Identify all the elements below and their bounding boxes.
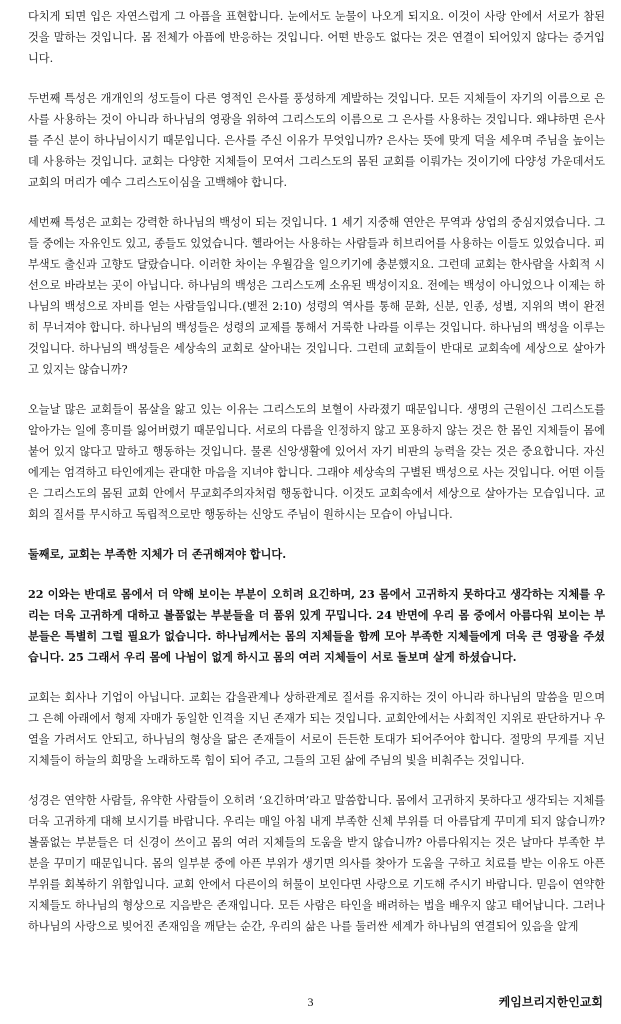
paragraph-1: 다치게 되면 입은 자연스럽게 그 아픔을 표현합니다. 눈에서도 눈물이 나오게 되지요. 이것이 사랑 안에서 서로가 참된 것을 말하는 것입니다. 몸 전체가 아픔에 반응하는 것입니다. 어떤 반응도 없다는 것은 연결이 되어있지 않다는 증거입니다. — [28, 10, 605, 65]
scripture-quote: 22 이와는 반대로 몸에서 더 약해 보이는 부분이 오히려 요긴하며, 23 몸에서 고귀하지 못하다고 생각하는 지체를 우리는 더욱 고귀하게 대하고 볼품없는 부분들을 더 품위 있게 꾸밉니다. 24 반면에 우리 몸 중에서 아름다워 보이는 부분들은 특별히 그럴 필요가 없습니다. 하나님께서는 몸의 지체들을 함께 모아 부족한 지체들에게 더욱 큰 영광을 주셨습니다. 25 그래서 우리 몸에 나뉨이 없게 하시고 몸의 여러 지체들이 서로 돌보며 살게 하셨습니다. — [28, 587, 605, 664]
paragraph-4: 오늘날 많은 교회들이 몸살을 앓고 있는 이유는 그리스도의 보혈이 사라졌기 때문입니다. 생명의 근원이신 그리스도를 알아가는 일에 흥미를 잃어버렸기 때문입니다. 서로의 다름을 인정하지 않고 포용하지 않는 것은 한 몸인 지체들이 몸에 붙어 있지 않다고 말하고 행동하는 것입니다. 물론 신앙생활에 있어서 자기 비판의 능력을 갖는 것은 중요합니다. 자신에게는 엄격하고 타인에게는 관대한 마음을 지녀야 합니다. 그래야 세상속의 구별된 백성으로 사는 것입니다. 어떤 이들은 그리스도의 몸된 교회 안에서 무교회주의자처럼 행동합니다. 이것도 교회속에서 세상으로 살아가는 모습입니다. 교회의 질서를 무시하고 독립적으로만 행동하는 신앙도 주님이 원하시는 모습이 아닙니다. — [28, 403, 605, 521]
page-number: 3 — [307, 995, 314, 1009]
paragraph-8: 성경은 연약한 사람들, 유약한 사람들이 오히려 ‘요긴하며’라고 말씀합니다. 몸에서 고귀하지 못하다고 생각되는 지체를 더욱 고귀하게 대해 보시기를 바랍니다. 우리는 매일 아침 내게 부족한 신체 부위를 더 아름답게 꾸미게 되지 않습니까? 볼품없는 부분들은 더 신경이 쓰이고 몸의 여러 지체들의 도움을 받지 않습니까? 아름다워지는 것은 날마다 부족한 부분을 꾸미기 때문입니다. 몸의 일부분 중에 아픈 부위가 생기면 의사를 찾아가 도움을 구하고 치료를 받는 이유도 아픈 부위를 회복하기 위함입니다. 교회 안에서 다른이의 허물이 보인다면 사랑으로 기도해 주시기 바랍니다. 믿음이 연약한 지체들도 하나님의 형상으로 지음받은 존재입니다. 모든 사람은 타인을 배려하는 법을 배우지 않고 태어납니다. 그러나 하나님의 사랑으로 빚어진 존재임을 깨닫는 순간, 우리의 삶은 나를 둘러싼 세계가 하나님의 연결되어 있음을 알게 — [28, 794, 605, 933]
paragraph-3: 세번째 특성은 교회는 강력한 하나님의 백성이 되는 것입니다. 1 세기 지중해 연안은 무역과 상업의 중심지였습니다. 그들 중에는 자유인도 있고, 종들도 있었습니다. 헬라어는 사용하는 사람들과 히브리어를 사용하는 이들도 있었습니다. 피부색도 출신과 고향도 달랐습니다. 이러한 차이는 우월감을 일으키기에 충분했지요. 그런데 교회는 한사람을 사회적 시선으로 바라보는 곳이 아닙니다. 하나님의 백성은 그리스도께 소유된 백성이지요. 전에는 백성이 아니었으나 이제는 하나님의 백성으로 자비를 얻는 사람들입니다.(벧전 2:10) 성령의 역사를 통해 문화, 신분, 인종, 성별, 지위의 벽이 완전히 무너져야 합니다. 하나님의 백성들은 성령의 교제를 통해서 거룩한 나라를 이루는 것입니다. 하나님의 백성을 이루는 것입니다. 하나님의 백성들은 세상속의 교회로 살아내는 것입니다. 그런데 교회들이 반대로 교회속에 세상으로 살아가고 있지는 않습니까? — [28, 216, 605, 376]
church-name: 케임브리지한인교회 — [498, 995, 603, 1009]
section-heading: 둘째로, 교회는 부족한 지체가 더 존귀해져야 합니다. — [28, 547, 287, 561]
body-text — [28, 6, 605, 956]
paragraph-2: 두번째 특성은 개개인의 성도들이 다른 영적인 은사를 풍성하게 계발하는 것입니다. 모든 지체들이 자기의 이름으로 은사를 사용하는 것이 아니라 하나님의 영광을 위하여 그리스도의 이름으로 그 은사를 사용하는 것입니다. 왜냐하면 은사를 주신 분이 하나님이시기 때문입니다. 은사를 주신 이유가 무엇입니까? 은사는 뜻에 맞게 덕을 세우며 주님을 높이는데 사용하는 것입니다. 교회는 다양한 지체들이 모여서 그리스도의 몸된 교회를 이뤄가는 것이기에 다양성 가운데서도 교회의 머리가 예수 그리스도이심을 고백해야 합니다. — [28, 92, 605, 189]
paragraph-7: 교회는 회사나 기업이 아닙니다. 교회는 갑을관계나 상하관계로 질서를 유지하는 것이 아니라 하나님의 말씀을 믿으며 그 은혜 아래에서 형제 자매가 동일한 인격을 지닌 존재가 되는 것입니다. 교회안에서는 사회적인 지위로 판단하거나 우열을 가려서도 안되고, 하나님의 형상을 닮은 존재들이 서로이 든든한 토대가 되어주어야 합니다. 절망의 무게를 지닌 지체들이 하늘의 희망을 노래하도록 힘이 되어 주고, 그들의 고된 삶에 주님의 빛을 비춰주는 것입니다. — [28, 691, 605, 767]
